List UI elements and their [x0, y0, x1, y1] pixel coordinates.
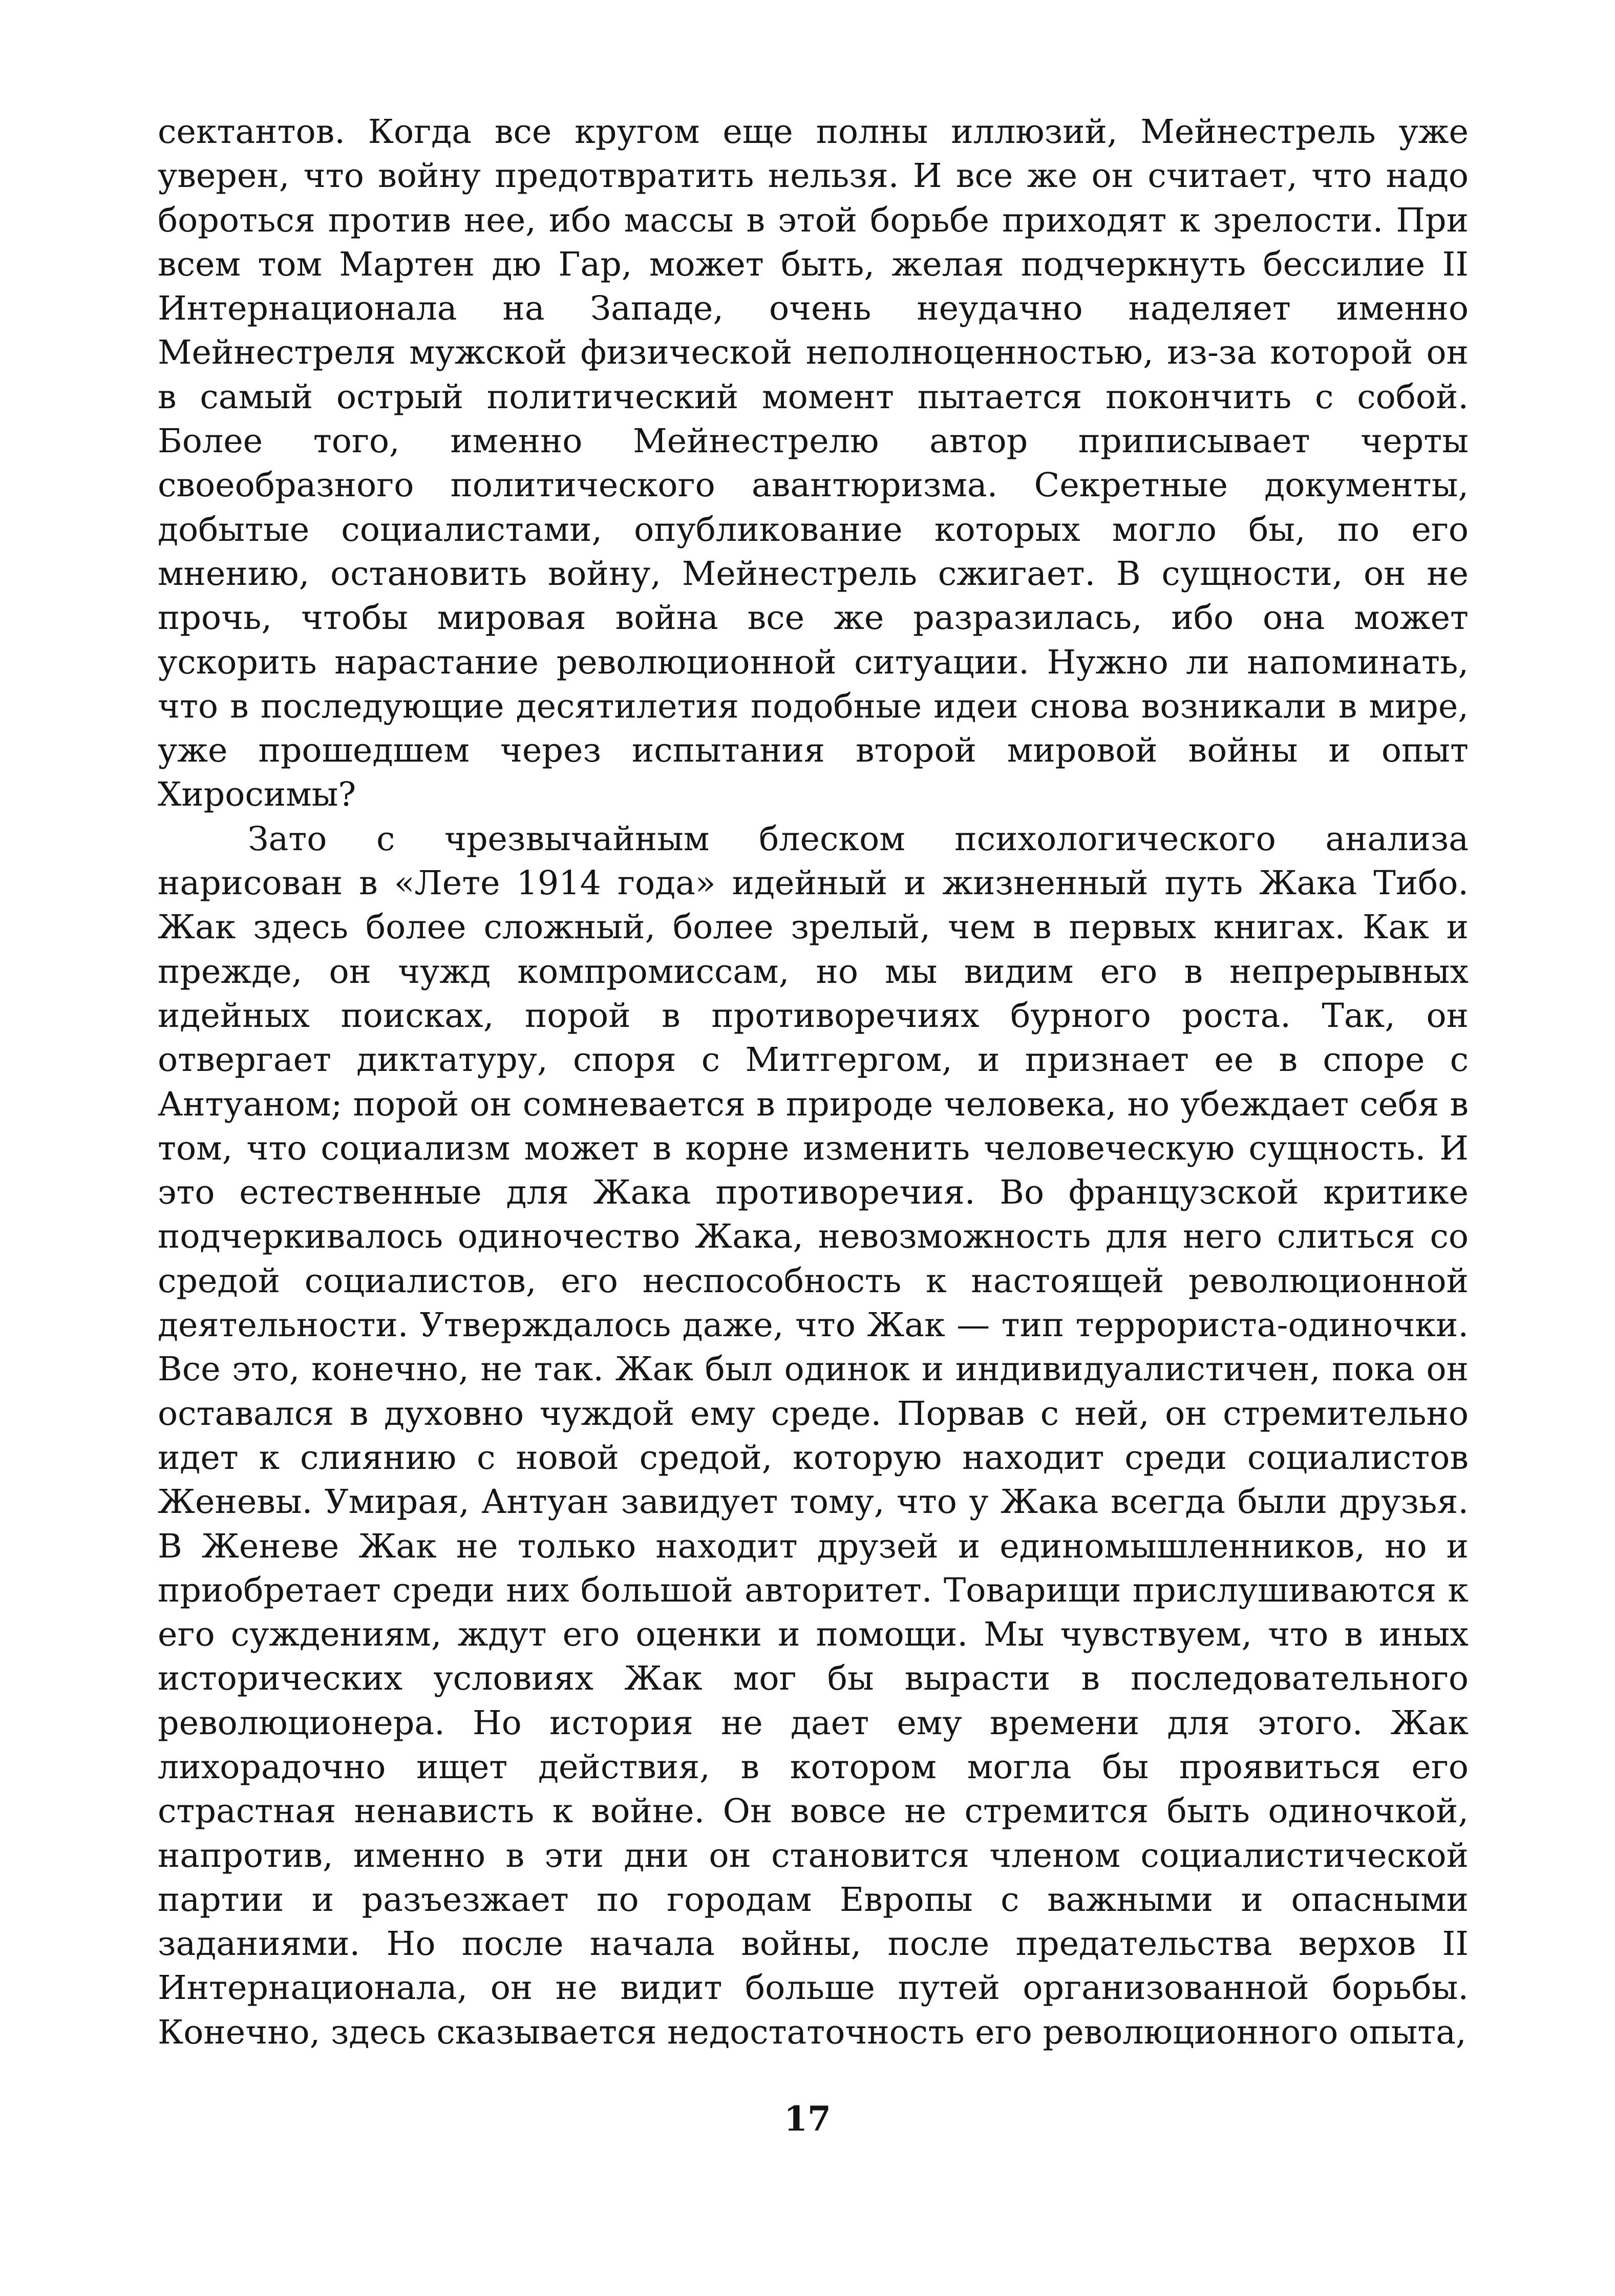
paragraph-jacques-thibault: Зато с чрезвычайным блеском психологического анализа нарисован в «Лете 1914 года» идейный и жизненный путь Жака Тибо. Жак здесь более сложный, более зрелый, чем в первых книгах. Как и прежде, он чужд компромиссам, но мы видим его в непрерывных идейных поисках, порой в противоречиях бурного роста. Так, он отвергает диктатуру, споря с Митгергом, и признает ее в споре с Антуаном; порой он сомневается в природе человека, но убеждает себя в том, что социализм может в корне изменить человеческую сущность. И это естественные для Жака противоречия. Во французской критике подчеркивалось одиночество Жака, невозможность для него слиться со средой социалистов, его неспособность к настоящей революционной деятельности. Утверждалось даже, что Жак — тип террориста-одиночки. Все это, конечно, не так. Жак был одинок и индивидуалистичен, пока он оставался в духовно чуждой ему среде. Порвав с ней, он стремительно идет к слиянию с новой средой, которую находит среди социалистов Женевы. Умирая, Антуан завидует тому, что у Жака всегда были друзья. В Женеве Жак не только находит друзей и единомышленников, но и приобретает среди них большой авторитет. Товарищи прислушиваются к его суждениям, ждут его оценки и помощи. Мы чувствуем, что в иных исторических условиях Жак мог бы вырасти в последовательного революционера. Но история не дает ему времени для этого. Жак лихорадочно ищет действия, в котором могла бы проявиться его страстная ненависть к войне. Он вовсе не стремится быть одиночкой, напротив, именно в эти дни он становится членом социалистической партии и разъезжает по городам Европы с важными и опасными заданиями. Но после начала войны, после предательства верхов II Интернационала, он не видит больше путей организованной борьбы. Конечно, здесь сказывается недостаточность его революционного опыта, — [158, 819, 1469, 2052]
page-number: 17 — [784, 2099, 831, 2139]
body-text — [158, 110, 1469, 2055]
paragraph-continuation: сектантов. Когда все кругом еще полны иллюзий, Мейнестрель уже уверен, что войну предотвратить нельзя. И все же он считает, что надо бороться против нее, ибо массы в этой борьбе приходят к зрелости. При всем том Мартен дю Гар, может быть, желая подчеркнуть бессилие II Интернационала на Западе, очень неудачно наделяет именно Мейнестреля мужской физической неполноценностью, из-за которой он в самый острый политический момент пытается покончить с собой. Более того, именно Мейнестрелю автор приписывает черты своеобразного политического авантюризма. Секретные документы, добытые социалистами, опубликование которых могло бы, по его мнению, остановить войну, Мейнестрель сжигает. В сущности, он не прочь, чтобы мировая война все же разразилась, ибо она может ускорить нарастание революционной ситуации. Нужно ли напоминать, что в последующие десятилетия подобные идеи снова возникали в мире, уже прошедшем через испытания второй мировой войны и опыт Хиросимы? — [158, 113, 1469, 814]
